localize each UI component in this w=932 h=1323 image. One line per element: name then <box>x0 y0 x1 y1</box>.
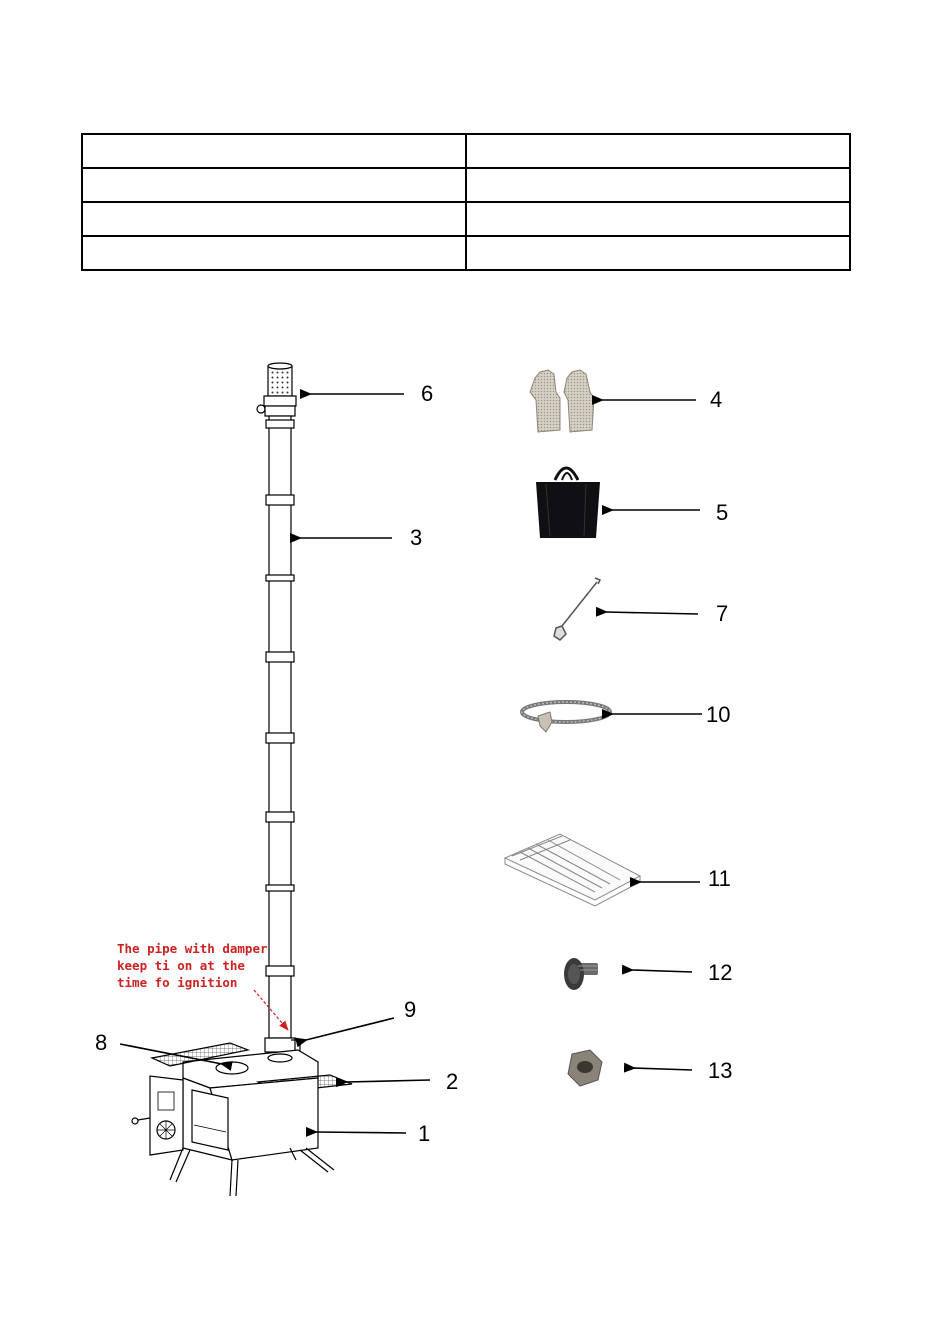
label-pipe: 3 <box>410 525 423 550</box>
annotation-line-1: The pipe with damper <box>117 941 268 956</box>
label-damper: 9 <box>404 997 417 1022</box>
spark-arrestor <box>257 363 296 416</box>
screw-icon <box>564 958 598 990</box>
label-nut: 13 <box>708 1058 733 1083</box>
label-lid: 8 <box>95 1030 108 1055</box>
clamp-icon <box>522 702 610 732</box>
label-spark-arrestor: 6 <box>421 381 434 406</box>
bag-icon <box>536 468 600 538</box>
label-screw: 12 <box>708 960 733 985</box>
stove-door <box>150 1076 183 1155</box>
label-stove-body: 1 <box>418 1121 431 1146</box>
annotation-line-3: time fo ignition <box>117 975 238 990</box>
label-poker: 7 <box>716 601 729 626</box>
grate-icon <box>505 834 640 906</box>
label-gloves: 4 <box>710 387 723 412</box>
annotation-line-2: keep ti on at the <box>117 958 245 973</box>
label-bag: 5 <box>716 500 729 525</box>
label-clamp: 10 <box>706 702 731 727</box>
label-side-shelf: 2 <box>446 1069 459 1094</box>
chimney-pipe <box>265 416 295 1052</box>
label-grate: 11 <box>708 866 731 891</box>
gloves-icon <box>530 370 594 432</box>
nut-icon <box>568 1050 602 1086</box>
leader-arrows <box>120 394 702 1133</box>
stove-assembly <box>132 363 352 1196</box>
poker-icon <box>554 578 600 640</box>
